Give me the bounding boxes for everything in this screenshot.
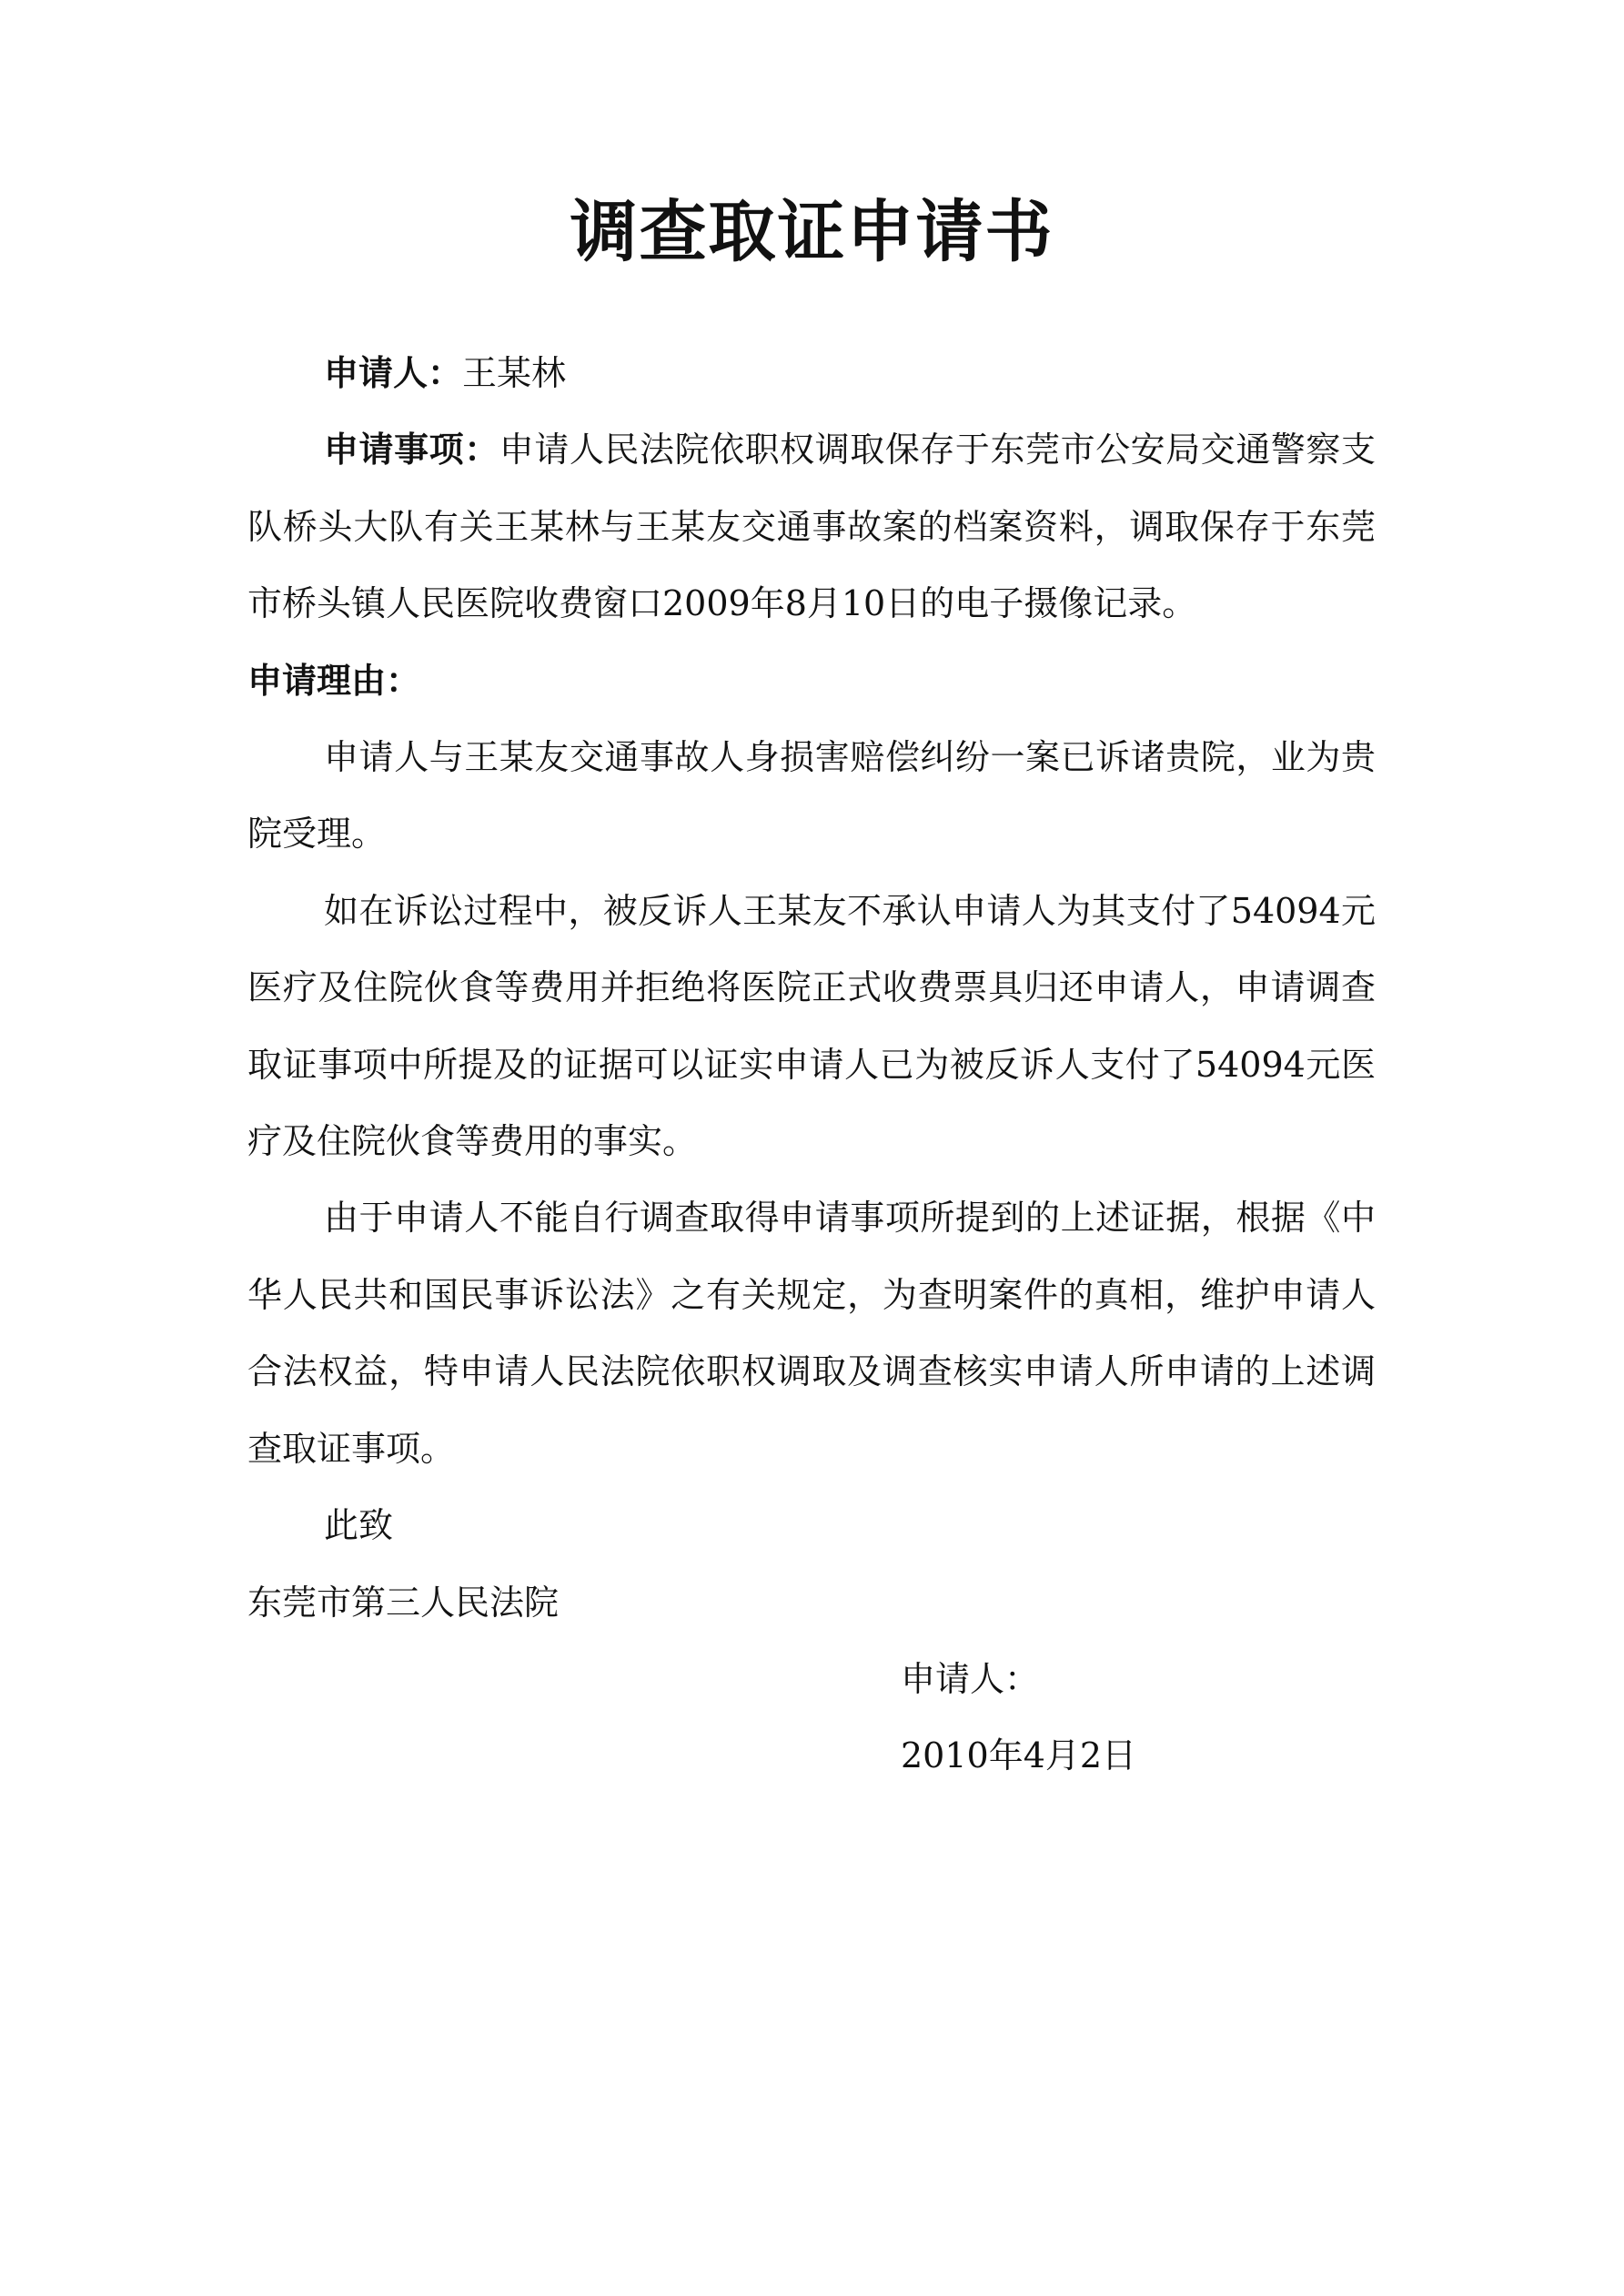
reasons-heading: [247, 642, 1376, 719]
signature-date: 2010年4月2日: [901, 1735, 1137, 1776]
reasons-label: 申请理由：: [247, 659, 421, 701]
applicant-label: 申请人：: [324, 352, 463, 393]
reasons-paragraph-3: 由于申请人不能自行调查取得申请事项所提到的上述证据，根据《中华人民共和国民事诉讼法》之有关规定，为查明案件的真相，维护申请人合法权益，特申请人民法院依职权调取及调查核实申请人所申请的上述调查取证事项。: [247, 1198, 1376, 1469]
applicant-line: [247, 335, 1376, 411]
applicant-name: 王某林: [462, 353, 567, 393]
reasons-paragraph-1: 申请人与王某友交通事故人身损害赔偿纠纷一案已诉诸贵院，业为贵院受理。: [247, 737, 1376, 855]
recipient-court: 东莞市第三人民法院: [247, 1582, 560, 1623]
document-body: [247, 335, 1376, 1795]
signature-label: 申请人：: [901, 1658, 1040, 1699]
closing-salutation: 此致: [324, 1505, 394, 1546]
matters-text: 申请人民法院依职权调取保存于东莞市公安局交通警察支队桥头大队有关王某林与王某友交通事故案的档案资料，调取保存于东莞市桥头镇人民医院收费窗口2009年8月10日的电子摄像记录。: [247, 430, 1376, 624]
reasons-paragraph-2: 如在诉讼过程中，被反诉人王某友不承认申请人为其支付了54094元医疗及住院伙食等费用并拒绝将医院正式收费票具归还申请人，申请调查取证事项中所提及的证据可以证实申请人已为被反诉人支付了54094元医疗及住院伙食等费用的事实。: [247, 890, 1376, 1162]
document-title: 调查取证申请书: [570, 193, 1054, 271]
matters-paragraph: [247, 411, 1376, 642]
matters-label: 申请事项：: [324, 429, 499, 470]
